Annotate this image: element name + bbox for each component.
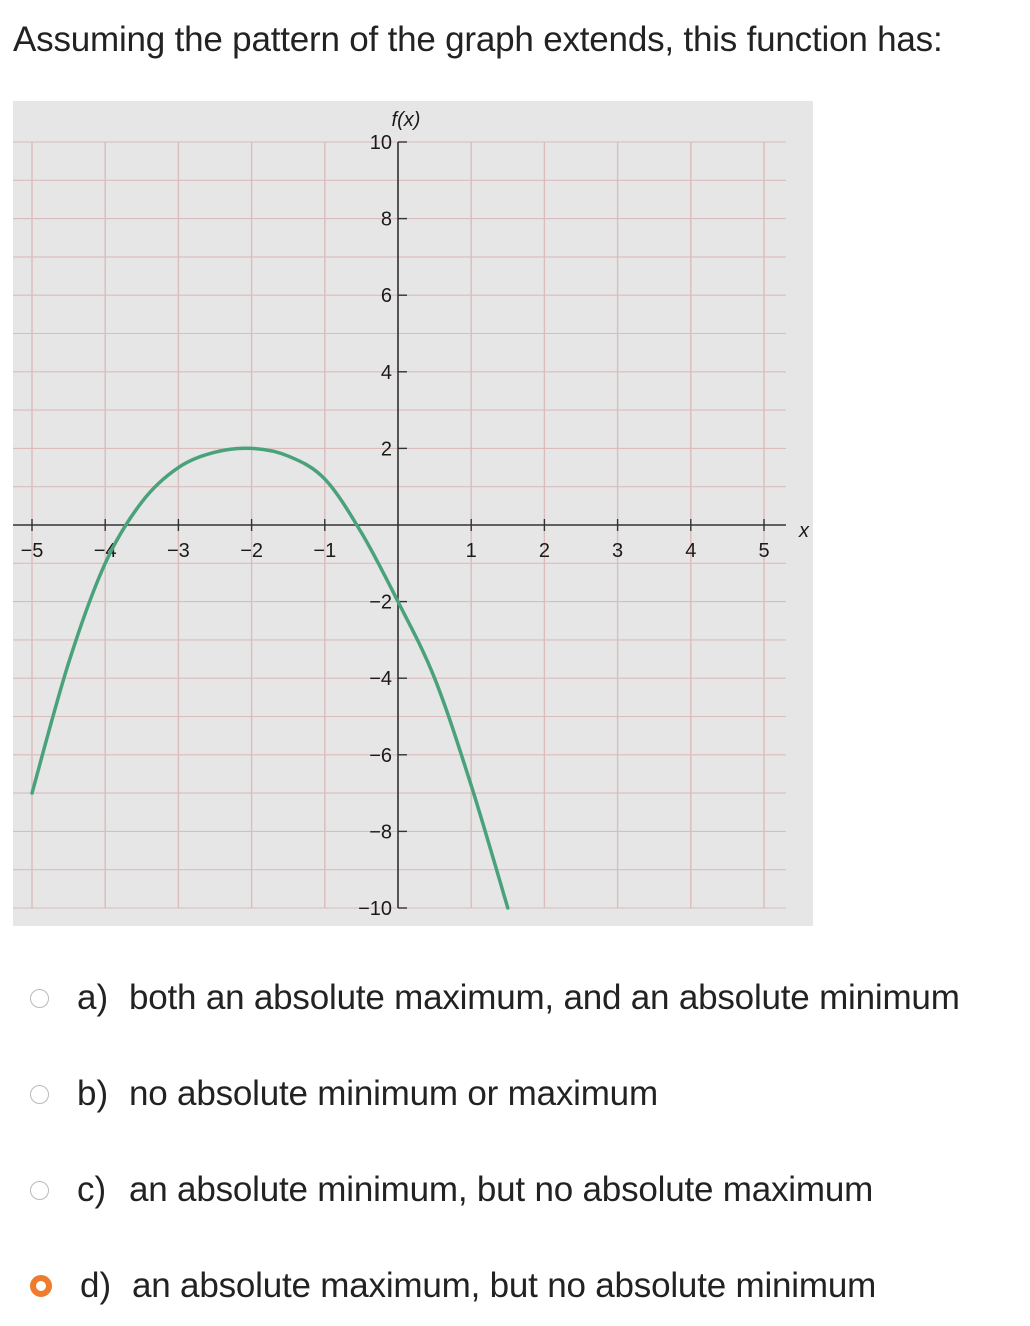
option-letter: a) bbox=[77, 978, 109, 1017]
x-tick-label: 2 bbox=[538, 540, 550, 562]
option-c[interactable] bbox=[30, 1170, 873, 1210]
y-tick-label: 6 bbox=[380, 285, 392, 308]
x-tick-label: −4 bbox=[93, 540, 117, 562]
option-a[interactable] bbox=[30, 978, 960, 1018]
x-tick-label: −1 bbox=[313, 540, 337, 562]
option-letter: c) bbox=[77, 1170, 107, 1209]
y-tick-label: −6 bbox=[369, 744, 392, 767]
x-tick-label: 4 bbox=[685, 540, 697, 562]
radio-button-b[interactable] bbox=[30, 1085, 49, 1104]
question-text: Assuming the pattern of the graph extends, this function has: bbox=[13, 20, 943, 59]
y-tick-label: −10 bbox=[358, 898, 392, 920]
radio-button-c[interactable] bbox=[30, 1181, 49, 1200]
x-tick-label: −5 bbox=[20, 540, 44, 562]
option-letter: b) bbox=[77, 1074, 109, 1113]
radio-button-a[interactable] bbox=[30, 989, 49, 1008]
function-graph bbox=[13, 101, 813, 926]
x-tick-label: 3 bbox=[612, 540, 624, 562]
option-text: no absolute minimum or maximum bbox=[129, 1074, 658, 1113]
x-tick-label: −3 bbox=[166, 540, 190, 562]
x-tick-label: −2 bbox=[240, 540, 264, 562]
y-tick-label: 4 bbox=[380, 361, 392, 384]
y-axis-label: f(x) bbox=[391, 109, 421, 131]
y-tick-label: −4 bbox=[369, 668, 392, 691]
x-tick-label: 5 bbox=[758, 540, 770, 562]
option-b[interactable] bbox=[30, 1074, 658, 1114]
radio-button-d[interactable] bbox=[30, 1275, 52, 1297]
option-text: an absolute maximum, but no absolute minimum bbox=[132, 1266, 877, 1305]
x-axis-label: x bbox=[798, 520, 809, 542]
option-letter: d) bbox=[80, 1266, 112, 1305]
y-tick-label: 2 bbox=[380, 438, 392, 461]
y-tick-label: −8 bbox=[369, 821, 392, 844]
y-tick-label: 8 bbox=[380, 208, 392, 231]
option-text: an absolute minimum, but no absolute maximum bbox=[129, 1170, 874, 1209]
y-tick-label: −2 bbox=[369, 591, 392, 614]
option-d[interactable] bbox=[30, 1266, 876, 1306]
x-tick-label: 1 bbox=[465, 540, 477, 562]
option-text: both an absolute maximum, and an absolute minimum bbox=[129, 978, 960, 1017]
y-tick-label: 10 bbox=[369, 132, 392, 154]
